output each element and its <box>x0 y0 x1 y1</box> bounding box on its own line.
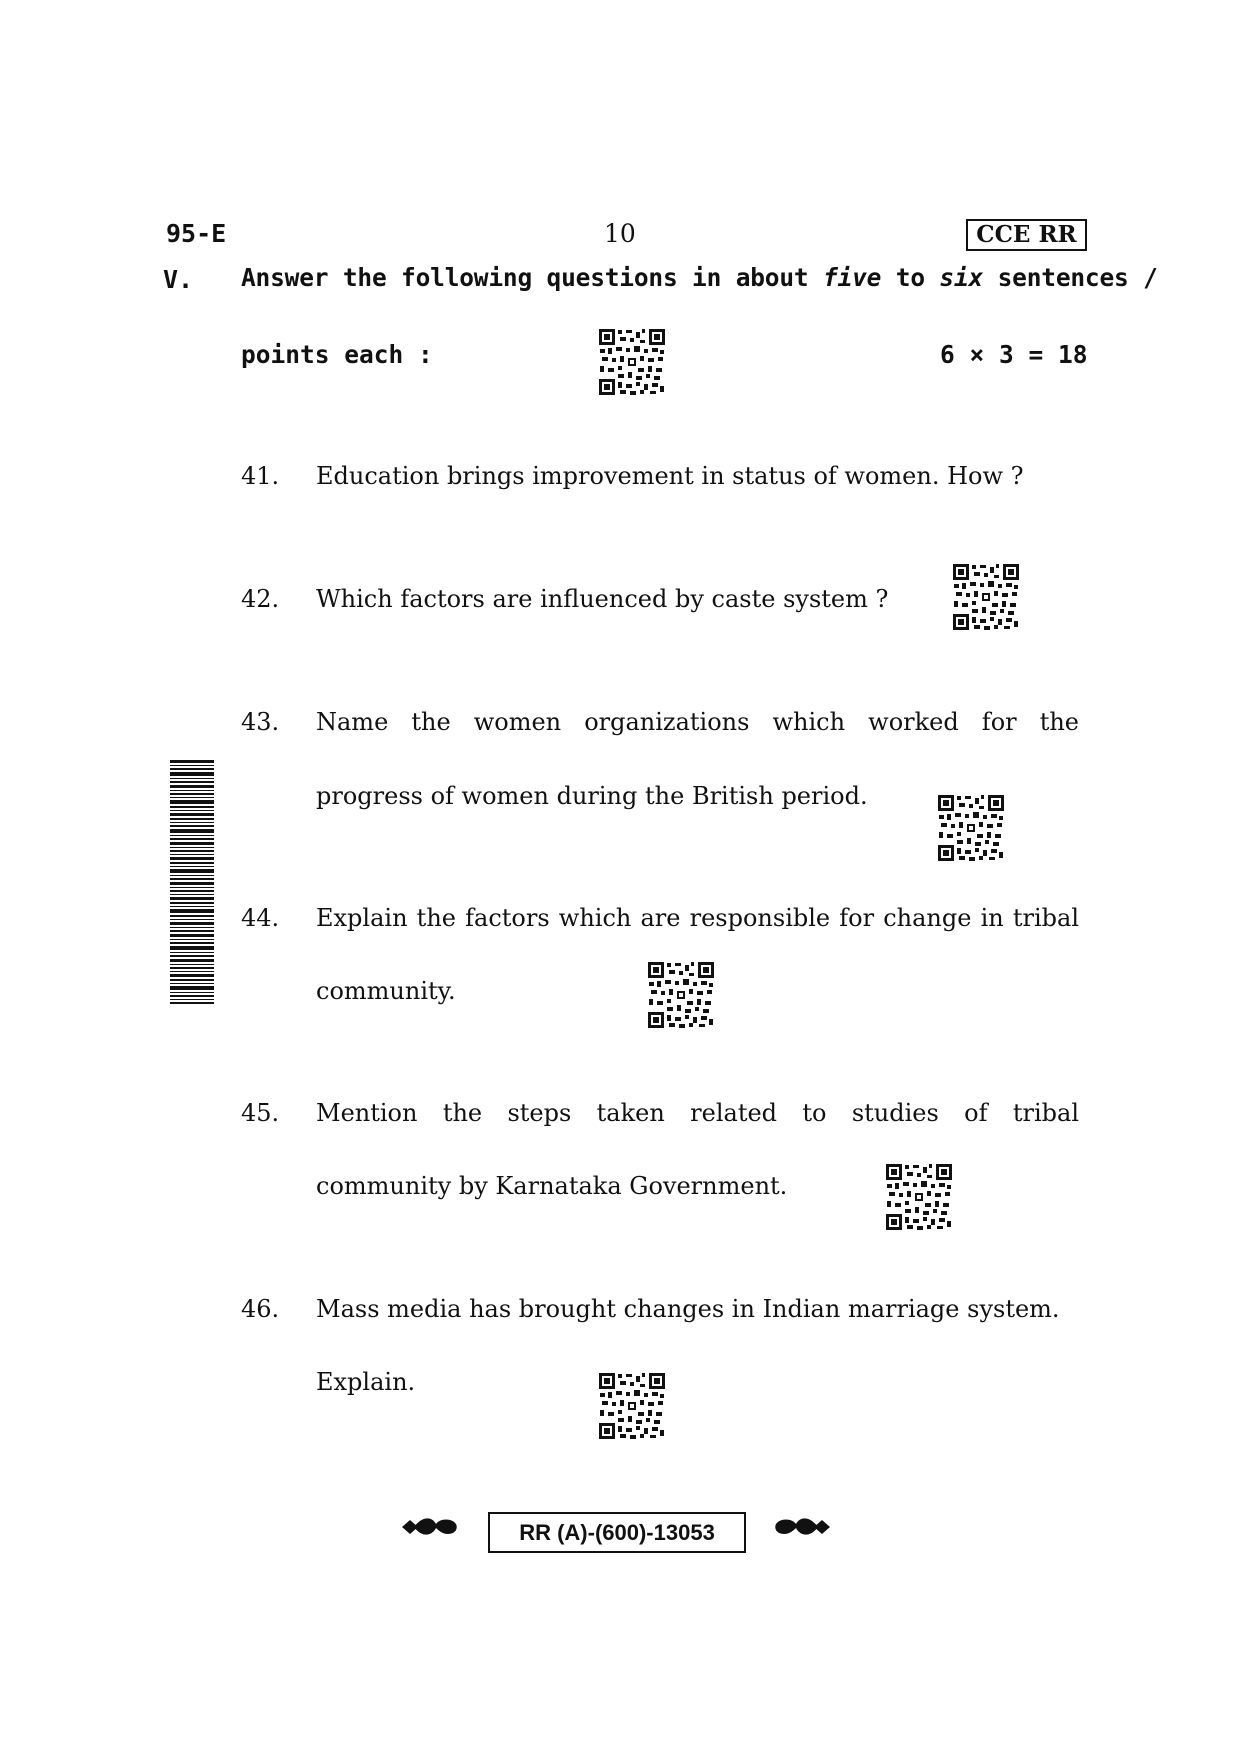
qr-code-icon <box>598 1372 666 1440</box>
question-number: 46. <box>241 1295 280 1323</box>
section-number: V. <box>163 265 194 294</box>
question-text-line2: Explain. <box>316 1368 416 1396</box>
question-number: 45. <box>241 1099 280 1127</box>
ornament-icon <box>772 1512 832 1542</box>
qr-code-icon <box>937 794 1005 862</box>
qr-code-icon <box>598 328 666 396</box>
qr-code-icon <box>885 1163 953 1231</box>
question-text: Name the women organizations which worked for the <box>316 708 1079 736</box>
paper-code: 95-E <box>166 219 227 248</box>
barcode-icon <box>170 760 214 1004</box>
question-text-line2: community. <box>316 977 456 1005</box>
question-text: Mention the steps taken related to studies of tribal <box>316 1099 1079 1127</box>
question-number: 44. <box>241 904 280 932</box>
question-text: Education brings improvement in status of women. How ? <box>316 462 1024 490</box>
question-text-line2: community by Karnataka Government. <box>316 1172 788 1200</box>
section-marks: 6 × 3 = 18 <box>940 340 1088 369</box>
question-number: 42. <box>241 585 280 613</box>
question-number: 41. <box>241 462 280 490</box>
page-number: 10 <box>604 219 636 248</box>
instruction-text: Answer the following questions in about <box>241 263 824 292</box>
question-text: Explain the factors which are responsible for change in tribal <box>316 904 1079 932</box>
question-text-line2: progress of women during the British period. <box>316 782 868 810</box>
section-instruction <box>241 263 1158 292</box>
qr-code-icon <box>647 961 715 1029</box>
question-text: Mass media has brought changes in Indian marriage system. <box>316 1295 1060 1323</box>
instruction-text-end: sentences / <box>983 263 1158 292</box>
section-instruction-line2: points each : <box>241 340 433 369</box>
instruction-five: five <box>823 263 882 292</box>
footer-code: RR (A)-(600)-13053 <box>488 1512 746 1553</box>
instruction-to: to <box>881 263 940 292</box>
qr-code-icon <box>952 563 1020 631</box>
ornament-icon <box>400 1512 460 1542</box>
question-text: Which factors are influenced by caste system ? <box>316 585 889 613</box>
instruction-six: six <box>939 263 984 292</box>
question-number: 43. <box>241 708 280 736</box>
series-box: CCE RR <box>966 219 1087 251</box>
